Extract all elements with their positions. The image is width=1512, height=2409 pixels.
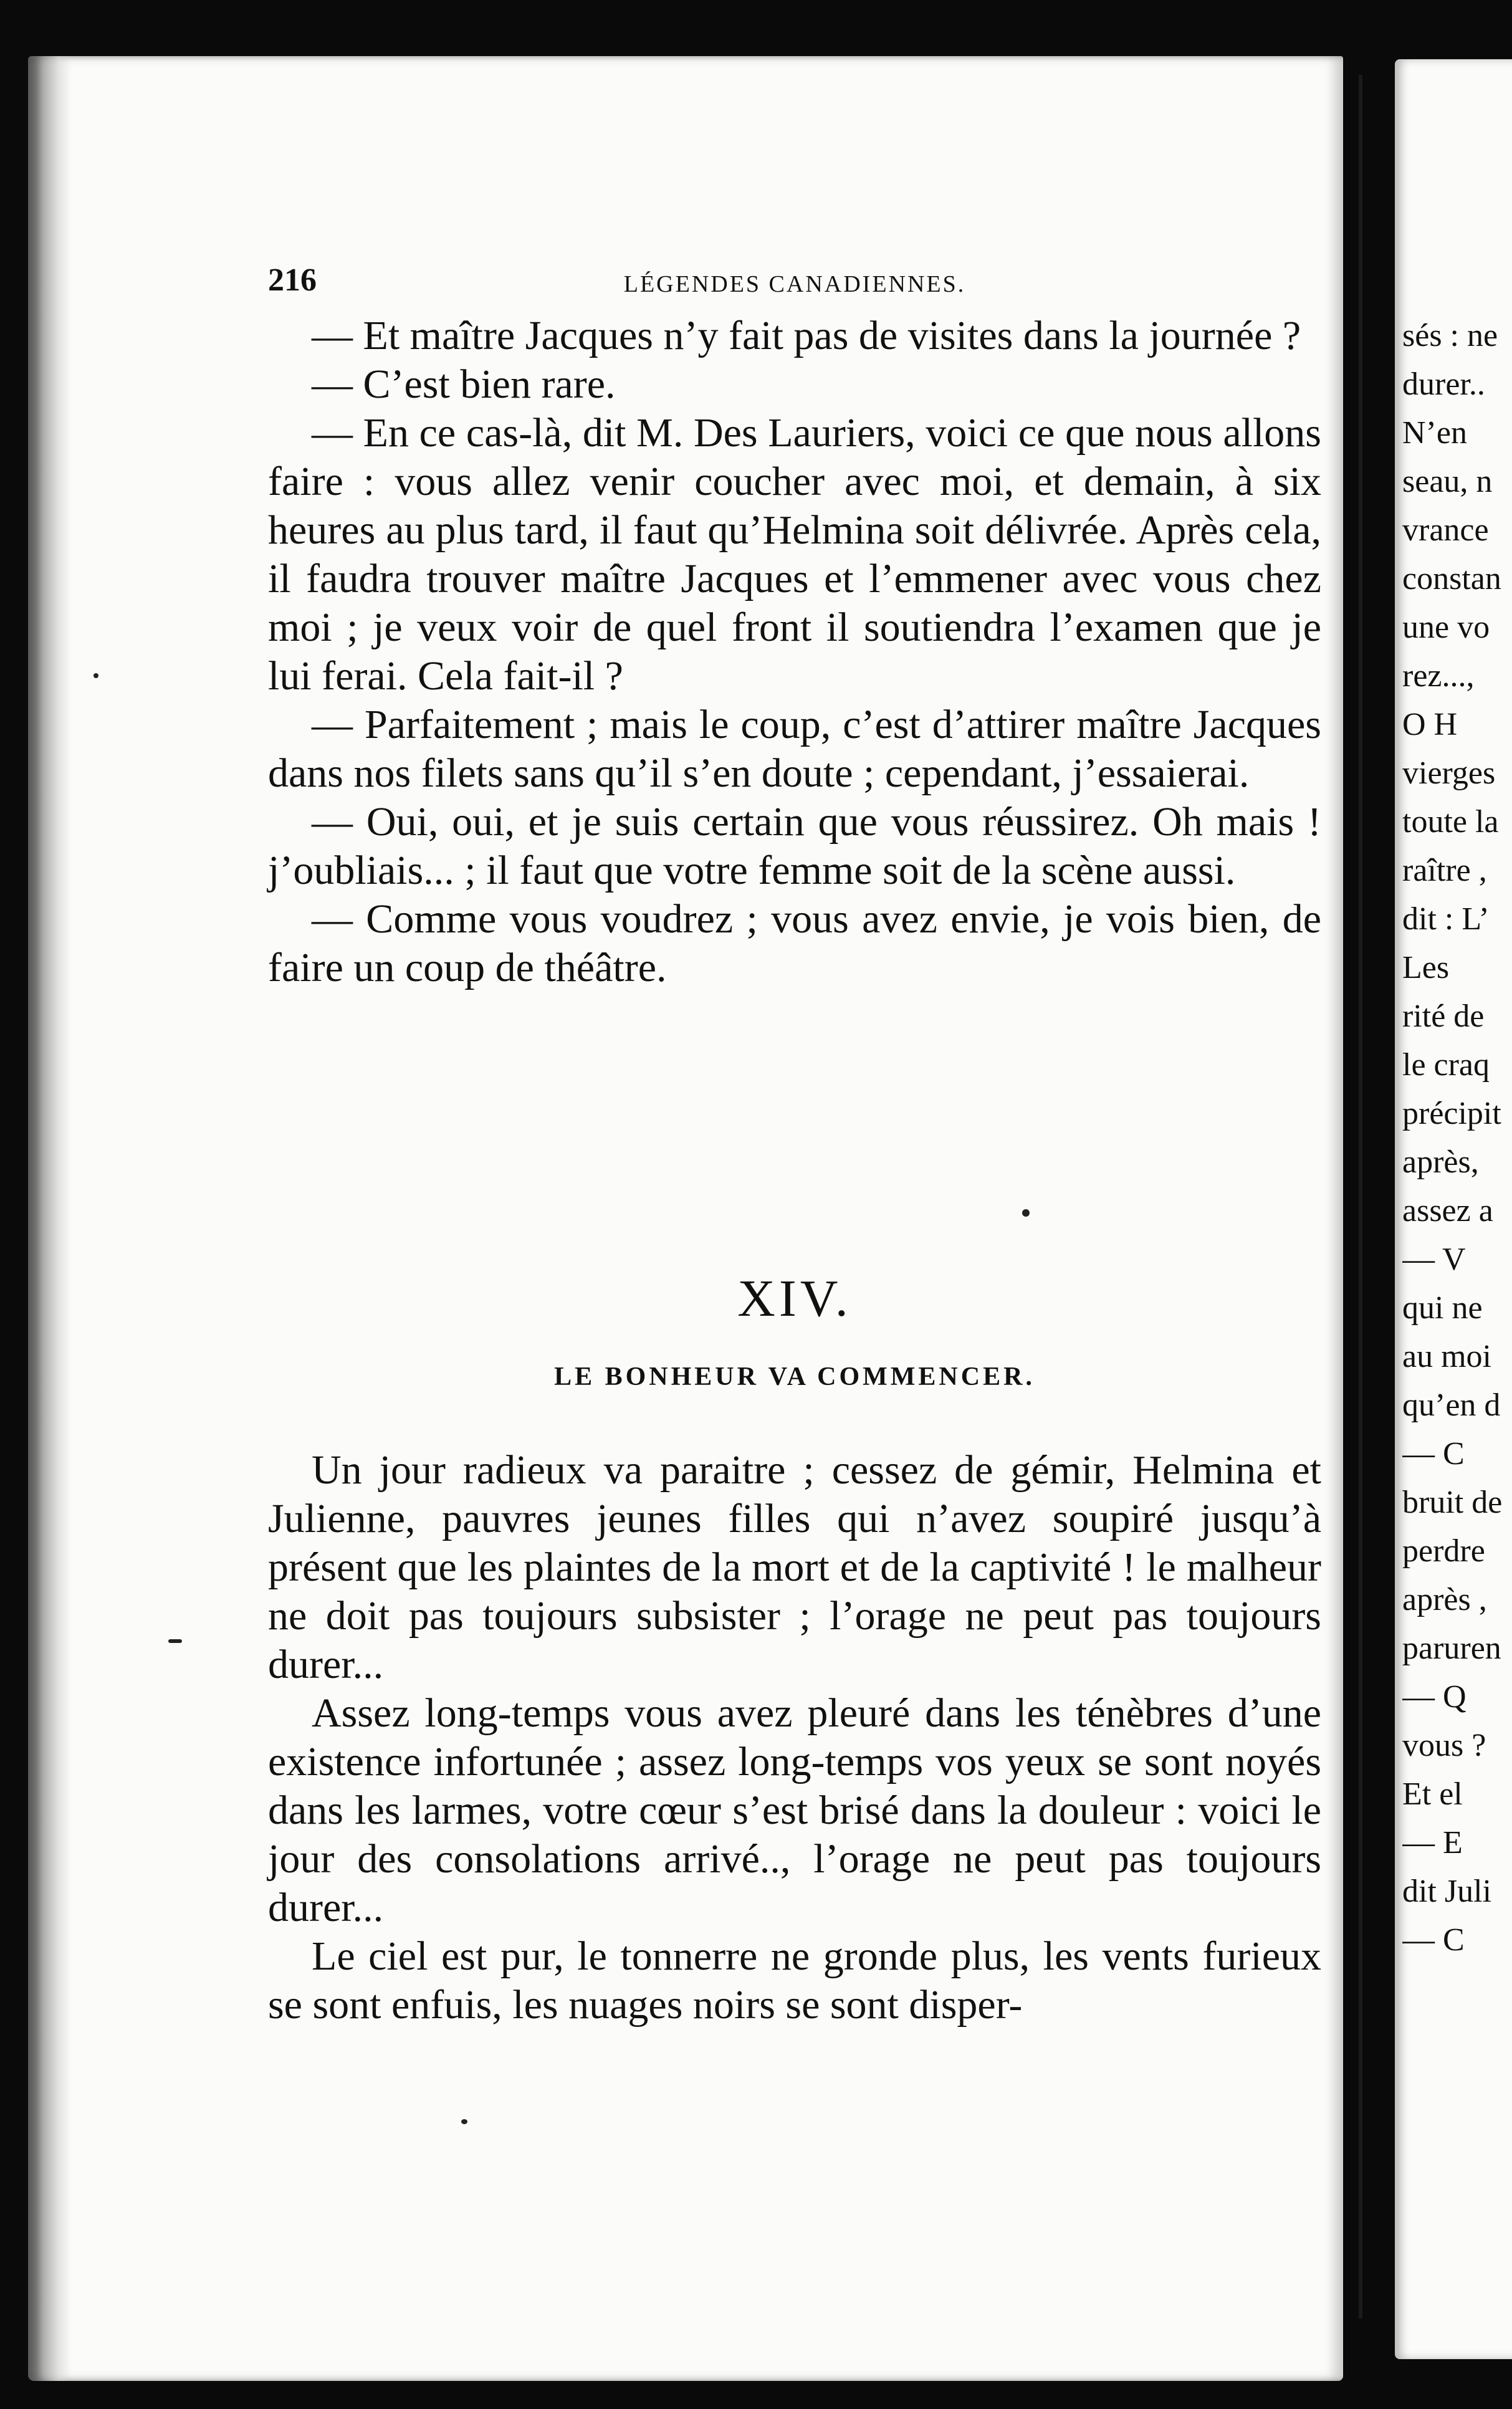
paragraph: — Et maître Jacques n’y fait pas de visites dans la journée ? xyxy=(312,313,1301,358)
facing-line: durer.. xyxy=(1402,366,1485,402)
facing-line: — C xyxy=(1402,1922,1465,1958)
chapter-text xyxy=(268,1446,1321,2029)
facing-line: toute la xyxy=(1402,804,1499,840)
paragraph: — Oui, oui, et je suis certain que vous réussirez. Oh mais ! j’oubliais... ; il faut que votre femme soit de la scène aussi. xyxy=(268,799,1321,893)
facing-line: rez..., xyxy=(1402,658,1475,694)
paragraph: — Comme vous voudrez ; vous avez envie, je vois bien, de faire un coup de théâtre. xyxy=(268,896,1321,990)
facing-line: seau, n xyxy=(1402,464,1493,499)
facing-line: sés : ne xyxy=(1402,318,1498,353)
facing-line: dit Juli xyxy=(1402,1874,1492,1909)
ink-speck xyxy=(1022,1209,1030,1217)
facing-line: après, xyxy=(1402,1144,1479,1180)
facing-line: perdre xyxy=(1402,1533,1485,1569)
page-number: 216 xyxy=(268,262,317,298)
facing-line: au moi xyxy=(1402,1339,1491,1374)
facing-line: bruit de xyxy=(1402,1485,1503,1520)
chapter-number: XIV. xyxy=(737,1270,852,1328)
facing-line: Les xyxy=(1402,950,1450,985)
facing-line: précipit xyxy=(1402,1096,1501,1131)
facing-line: vous ? xyxy=(1402,1728,1486,1763)
paragraph: Assez long-temps vous avez pleuré dans les ténèbres d’une existence infortunée ; assez long-temps vos yeux se sont noyés dans les larmes, votre cœur s’est brisé dans la douleur : voici le jour des consolations arrivé.., l’orage ne peut pas toujours durer... xyxy=(268,1690,1321,1930)
chapter-title: LE BONHEUR VA COMMENCER. xyxy=(554,1363,1035,1391)
paragraph: Un jour radieux va paraitre ; cessez de gémir, Helmina et Julienne, pauvres jeunes filles qui n’avez soupiré jusqu’à présent que les plaintes de la mort et de la captivité ! le malheur ne doit pas toujours subsister ; l’orage ne peut pas toujours durer... xyxy=(268,1447,1321,1687)
facing-line: le craq xyxy=(1402,1047,1490,1083)
page-header xyxy=(268,262,1321,299)
ink-speck xyxy=(93,673,98,678)
facing-page-text xyxy=(1402,312,1512,1965)
ink-speck xyxy=(461,2119,467,2124)
facing-line: une vo xyxy=(1402,610,1490,645)
facing-line: N’en xyxy=(1402,415,1467,451)
facing-line: dit : L’ xyxy=(1402,901,1490,937)
facing-line: Et el xyxy=(1402,1776,1463,1812)
facing-line: constan xyxy=(1402,561,1501,596)
running-head: LÉGENDES CANADIENNES. xyxy=(623,271,966,297)
facing-line: O H xyxy=(1402,707,1458,742)
facing-line: raître , xyxy=(1402,853,1487,888)
facing-line: vrance xyxy=(1402,512,1489,548)
facing-line: après , xyxy=(1402,1582,1487,1617)
book-gutter xyxy=(1359,75,1362,2319)
facing-line: qui ne xyxy=(1402,1290,1483,1326)
facing-line: vierges xyxy=(1402,755,1496,791)
facing-line: — Q xyxy=(1402,1679,1467,1715)
ink-speck xyxy=(168,1639,182,1643)
facing-line: qu’en d xyxy=(1402,1387,1501,1423)
paragraph: Le ciel est pur, le tonnerre ne gronde plus, les vents furieux se sont enfuis, les nuages noirs se sont disper- xyxy=(268,1933,1321,2028)
paragraph: — C’est bien rare. xyxy=(312,362,616,407)
facing-line: rité de xyxy=(1402,999,1485,1034)
paragraph: — Parfaitement ; mais le coup, c’est d’attirer maître Jacques dans nos filets sans qu’il s’en doute ; cependant, j’essaierai. xyxy=(268,702,1321,796)
facing-line: — C xyxy=(1402,1436,1465,1472)
dialogue-text xyxy=(268,312,1321,992)
facing-line: — E xyxy=(1402,1825,1463,1861)
facing-line: — V xyxy=(1402,1242,1466,1277)
paragraph: — En ce cas-là, dit M. Des Lauriers, voici ce que nous allons faire : vous allez venir coucher avec moi, et demain, à six heures au plus tard, il faut qu’Helmina soit délivrée. Après cela, il faudra trouver maître Jacques et l’emmener avec vous chez moi ; je veux voir de quel front il soutiendra l’examen que je lui ferai. Cela fait-il ? xyxy=(268,410,1321,699)
facing-line: assez a xyxy=(1402,1193,1493,1228)
facing-line: paruren xyxy=(1402,1631,1501,1666)
